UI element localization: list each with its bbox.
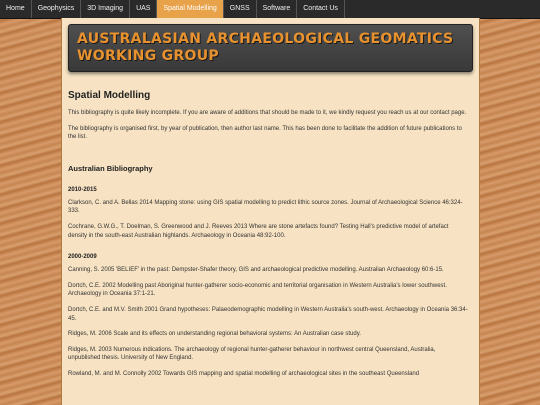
year-group-heading: 2000-2009 [68,254,97,261]
nav-gnss[interactable]: GNSS [224,0,257,18]
reference-item: Cochrane, G.W.G., T. Doelman, S. Greenwood and J. Reeves 2013 Where are stone artefacts found? Testing Hall's predictive model of artefact density in the south-east Australian highlands. Archaeology in Oceania 48:92-100. [68,223,449,239]
intro-paragraph-1: This bibliography is quite likely incomplete. If you are aware of additions that should be made to it, we kindly request you reach us at our contact page. [68,110,467,116]
site-title-line1: AUSTRALASIAN ARCHAEOLOGICAL GEOMATICS [77,31,454,47]
reference-item: Dortch, C.E. 2002 Modelling past Aboriginal hunter-gatherer socio-economic and territorial organisation in Western Australia's lower southwest. Archaeology in Oceania 37:1-21. [68,282,447,298]
nav-software[interactable]: Software [257,0,298,18]
nav-spatial-modelling[interactable]: Spatial Modelling [157,0,223,18]
site-title-line2: WORKING GROUP [77,48,219,64]
reference-item: Rowland, M. and M. Connolly 2002 Towards GIS mapping and spatial modelling of archaeological sites in the southeast Queensland [68,370,420,377]
section-title: Australian Bibliography [68,163,153,173]
article [68,90,468,386]
reference-item: Clarkson, C. and A. Bellas 2014 Mapping stone: using GIS spatial modelling to predict lithic source zones. Journal of Archaeological Science 46:324-333. [68,199,463,215]
reference-item: Ridges, M. 2006 Scale and its effects on understanding regional behavioral systems: An Australian case study. [68,331,361,338]
nav-uas[interactable]: UAS [130,0,157,18]
top-nav [0,0,540,19]
intro-paragraph-2: The bibliography is organised first, by year of publication, then author last name. This has been done to facilitate the addition of future publications to the list. [68,125,462,141]
nav-contact-us[interactable]: Contact Us [297,0,345,18]
year-group-heading: 2010-2015 [68,186,97,193]
page-title: Spatial Modelling [68,90,151,101]
reference-item: Canning, S. 2005 'BELIEF' in the past: Dempster-Shafer theory, GIS and archaeological predictive modelling. Australian Archaeology 60:6-15. [68,267,444,274]
nav-3d-imaging[interactable]: 3D Imaging [81,0,130,18]
site-title [77,31,467,65]
main-content [61,18,480,405]
nav-geophysics[interactable]: Geophysics [32,0,82,18]
site-banner[interactable] [68,24,473,72]
reference-item: Ridges, M. 2003 Numerous indications. The archaeology of regional hunter-gatherer behaviour in northwest central Queensland, Australia, unpublished thesis. University of New England. [68,346,436,362]
nav-home[interactable]: Home [0,0,32,18]
reference-item: Dortch, C.E. and M.V. Smith 2001 Grand hypotheses: Palaeodemographic modelling in Western Australia's south-west. Archaeology in Oceania 36:34-45. [68,306,468,322]
